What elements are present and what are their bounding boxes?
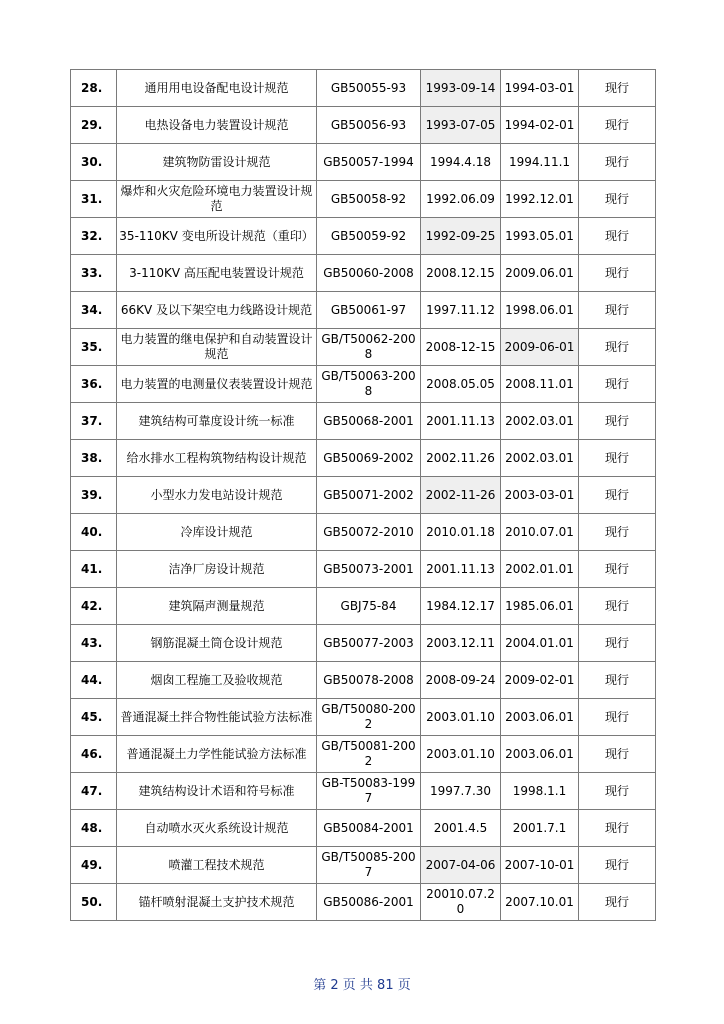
effective-date-cell: 1985.06.01 <box>501 588 579 625</box>
standard-name-cell: 35-110KV 变电所设计规范（重印） <box>117 218 317 255</box>
row-number-cell: 31. <box>71 181 117 218</box>
status-cell: 现行 <box>579 588 656 625</box>
table-row <box>71 366 656 403</box>
standard-code-cell: GB/T50063-2008 <box>317 366 421 403</box>
table-row <box>71 773 656 810</box>
standard-code-cell: GB50055-93 <box>317 70 421 107</box>
row-number-cell: 48. <box>71 810 117 847</box>
standard-code-cell: GB/T50085-2007 <box>317 847 421 884</box>
standard-code-cell: GB50061-97 <box>317 292 421 329</box>
standard-code-cell: GB/T50062-2008 <box>317 329 421 366</box>
issue-date-cell: 2008.05.05 <box>421 366 501 403</box>
standard-code-cell: GB50078-2008 <box>317 662 421 699</box>
issue-date-cell: 2002-11-26 <box>421 477 501 514</box>
row-number-cell: 34. <box>71 292 117 329</box>
standard-code-cell: GB50071-2002 <box>317 477 421 514</box>
standard-name-cell: 爆炸和火灾危险环境电力装置设计规范 <box>117 181 317 218</box>
status-cell: 现行 <box>579 773 656 810</box>
effective-date-cell: 1998.1.1 <box>501 773 579 810</box>
table-row <box>71 218 656 255</box>
table-row <box>71 551 656 588</box>
status-cell: 现行 <box>579 70 656 107</box>
standard-name-cell: 小型水力发电站设计规范 <box>117 477 317 514</box>
effective-date-cell: 2003-03-01 <box>501 477 579 514</box>
standard-name-cell: 给水排水工程构筑物结构设计规范 <box>117 440 317 477</box>
issue-date-cell: 1993-07-05 <box>421 107 501 144</box>
standard-name-cell: 自动喷水灭火系统设计规范 <box>117 810 317 847</box>
issue-date-cell: 2001.4.5 <box>421 810 501 847</box>
table-row <box>71 70 656 107</box>
effective-date-cell: 1994.11.1 <box>501 144 579 181</box>
standard-name-cell: 锚杆喷射混凝土支护技术规范 <box>117 884 317 921</box>
standard-name-cell: 烟囱工程施工及验收规范 <box>117 662 317 699</box>
row-number-cell: 36. <box>71 366 117 403</box>
row-number-cell: 42. <box>71 588 117 625</box>
standard-name-cell: 普通混凝土力学性能试验方法标准 <box>117 736 317 773</box>
standard-code-cell: GB50068-2001 <box>317 403 421 440</box>
row-number-cell: 40. <box>71 514 117 551</box>
effective-date-cell: 2010.07.01 <box>501 514 579 551</box>
status-cell: 现行 <box>579 181 656 218</box>
standard-code-cell: GB50057-1994 <box>317 144 421 181</box>
standard-name-cell: 洁净厂房设计规范 <box>117 551 317 588</box>
status-cell: 现行 <box>579 884 656 921</box>
issue-date-cell: 1997.11.12 <box>421 292 501 329</box>
issue-date-cell: 2007-04-06 <box>421 847 501 884</box>
effective-date-cell: 1993.05.01 <box>501 218 579 255</box>
issue-date-cell: 1984.12.17 <box>421 588 501 625</box>
standards-table <box>70 69 656 921</box>
standard-name-cell: 建筑隔声测量规范 <box>117 588 317 625</box>
table-row <box>71 107 656 144</box>
effective-date-cell: 2009.06.01 <box>501 255 579 292</box>
effective-date-cell: 1992.12.01 <box>501 181 579 218</box>
table-row <box>71 144 656 181</box>
row-number-cell: 33. <box>71 255 117 292</box>
issue-date-cell: 20010.07.20 <box>421 884 501 921</box>
row-number-cell: 44. <box>71 662 117 699</box>
status-cell: 现行 <box>579 292 656 329</box>
standard-code-cell: GB50060-2008 <box>317 255 421 292</box>
issue-date-cell: 2003.01.10 <box>421 736 501 773</box>
standard-name-cell: 3-110KV 高压配电装置设计规范 <box>117 255 317 292</box>
issue-date-cell: 2001.11.13 <box>421 403 501 440</box>
status-cell: 现行 <box>579 366 656 403</box>
standard-code-cell: GB50077-2003 <box>317 625 421 662</box>
standard-name-cell: 电力装置的继电保护和自动装置设计规范 <box>117 329 317 366</box>
status-cell: 现行 <box>579 403 656 440</box>
standard-name-cell: 冷库设计规范 <box>117 514 317 551</box>
standard-name-cell: 建筑结构可靠度设计统一标准 <box>117 403 317 440</box>
standard-name-cell: 普通混凝土拌合物性能试验方法标准 <box>117 699 317 736</box>
standard-code-cell: GBJ75-84 <box>317 588 421 625</box>
effective-date-cell: 2002.03.01 <box>501 440 579 477</box>
row-number-cell: 37. <box>71 403 117 440</box>
table-row <box>71 736 656 773</box>
table-row <box>71 403 656 440</box>
standard-name-cell: 电热设备电力装置设计规范 <box>117 107 317 144</box>
effective-date-cell: 2009-02-01 <box>501 662 579 699</box>
effective-date-cell: 1998.06.01 <box>501 292 579 329</box>
issue-date-cell: 2008.12.15 <box>421 255 501 292</box>
table-row <box>71 884 656 921</box>
effective-date-cell: 2002.01.01 <box>501 551 579 588</box>
row-number-cell: 30. <box>71 144 117 181</box>
standard-code-cell: GB50073-2001 <box>317 551 421 588</box>
status-cell: 现行 <box>579 255 656 292</box>
table-row <box>71 662 656 699</box>
row-number-cell: 32. <box>71 218 117 255</box>
row-number-cell: 45. <box>71 699 117 736</box>
row-number-cell: 29. <box>71 107 117 144</box>
standard-name-cell: 66KV 及以下架空电力线路设计规范 <box>117 292 317 329</box>
table-row <box>71 625 656 662</box>
table-row <box>71 477 656 514</box>
standard-code-cell: GB50058-92 <box>317 181 421 218</box>
effective-date-cell: 2004.01.01 <box>501 625 579 662</box>
status-cell: 现行 <box>579 847 656 884</box>
standard-name-cell: 喷灌工程技术规范 <box>117 847 317 884</box>
table-row <box>71 329 656 366</box>
issue-date-cell: 2003.12.11 <box>421 625 501 662</box>
status-cell: 现行 <box>579 440 656 477</box>
issue-date-cell: 2010.01.18 <box>421 514 501 551</box>
effective-date-cell: 1994-02-01 <box>501 107 579 144</box>
standard-code-cell: GB50084-2001 <box>317 810 421 847</box>
issue-date-cell: 2008-12-15 <box>421 329 501 366</box>
standard-name-cell: 建筑结构设计术语和符号标准 <box>117 773 317 810</box>
standard-name-cell: 电力装置的电测量仪表装置设计规范 <box>117 366 317 403</box>
row-number-cell: 39. <box>71 477 117 514</box>
table-row <box>71 440 656 477</box>
status-cell: 现行 <box>579 218 656 255</box>
row-number-cell: 43. <box>71 625 117 662</box>
table-row <box>71 292 656 329</box>
effective-date-cell: 2003.06.01 <box>501 736 579 773</box>
row-number-cell: 35. <box>71 329 117 366</box>
table-row <box>71 255 656 292</box>
standard-code-cell: GB-T50083-1997 <box>317 773 421 810</box>
standard-code-cell: GB50056-93 <box>317 107 421 144</box>
status-cell: 现行 <box>579 107 656 144</box>
standard-name-cell: 建筑物防雷设计规范 <box>117 144 317 181</box>
standard-name-cell: 通用用电设备配电设计规范 <box>117 70 317 107</box>
effective-date-cell: 2001.7.1 <box>501 810 579 847</box>
standard-code-cell: GB50086-2001 <box>317 884 421 921</box>
effective-date-cell: 2007.10.01 <box>501 884 579 921</box>
page-footer: 第 2 页 共 81 页 <box>313 978 411 993</box>
status-cell: 现行 <box>579 662 656 699</box>
effective-date-cell: 1994-03-01 <box>501 70 579 107</box>
issue-date-cell: 1993-09-14 <box>421 70 501 107</box>
table-row <box>71 810 656 847</box>
status-cell: 现行 <box>579 736 656 773</box>
row-number-cell: 49. <box>71 847 117 884</box>
issue-date-cell: 1994.4.18 <box>421 144 501 181</box>
issue-date-cell: 1997.7.30 <box>421 773 501 810</box>
issue-date-cell: 2001.11.13 <box>421 551 501 588</box>
row-number-cell: 38. <box>71 440 117 477</box>
status-cell: 现行 <box>579 329 656 366</box>
table-row <box>71 181 656 218</box>
standard-code-cell: GB50059-92 <box>317 218 421 255</box>
effective-date-cell: 2009-06-01 <box>501 329 579 366</box>
row-number-cell: 50. <box>71 884 117 921</box>
standard-code-cell: GB50072-2010 <box>317 514 421 551</box>
issue-date-cell: 1992.06.09 <box>421 181 501 218</box>
effective-date-cell: 2008.11.01 <box>501 366 579 403</box>
table-row <box>71 588 656 625</box>
table-row <box>71 699 656 736</box>
standard-code-cell: GB/T50080-2002 <box>317 699 421 736</box>
issue-date-cell: 2003.01.10 <box>421 699 501 736</box>
status-cell: 现行 <box>579 625 656 662</box>
status-cell: 现行 <box>579 514 656 551</box>
status-cell: 现行 <box>579 551 656 588</box>
effective-date-cell: 2007-10-01 <box>501 847 579 884</box>
table-row <box>71 847 656 884</box>
effective-date-cell: 2003.06.01 <box>501 699 579 736</box>
issue-date-cell: 2008-09-24 <box>421 662 501 699</box>
issue-date-cell: 1992-09-25 <box>421 218 501 255</box>
status-cell: 现行 <box>579 144 656 181</box>
status-cell: 现行 <box>579 810 656 847</box>
standard-name-cell: 钢筋混凝土筒仓设计规范 <box>117 625 317 662</box>
status-cell: 现行 <box>579 477 656 514</box>
row-number-cell: 47. <box>71 773 117 810</box>
table-row <box>71 514 656 551</box>
standard-code-cell: GB/T50081-2002 <box>317 736 421 773</box>
standard-code-cell: GB50069-2002 <box>317 440 421 477</box>
issue-date-cell: 2002.11.26 <box>421 440 501 477</box>
row-number-cell: 28. <box>71 70 117 107</box>
status-cell: 现行 <box>579 699 656 736</box>
row-number-cell: 46. <box>71 736 117 773</box>
row-number-cell: 41. <box>71 551 117 588</box>
effective-date-cell: 2002.03.01 <box>501 403 579 440</box>
